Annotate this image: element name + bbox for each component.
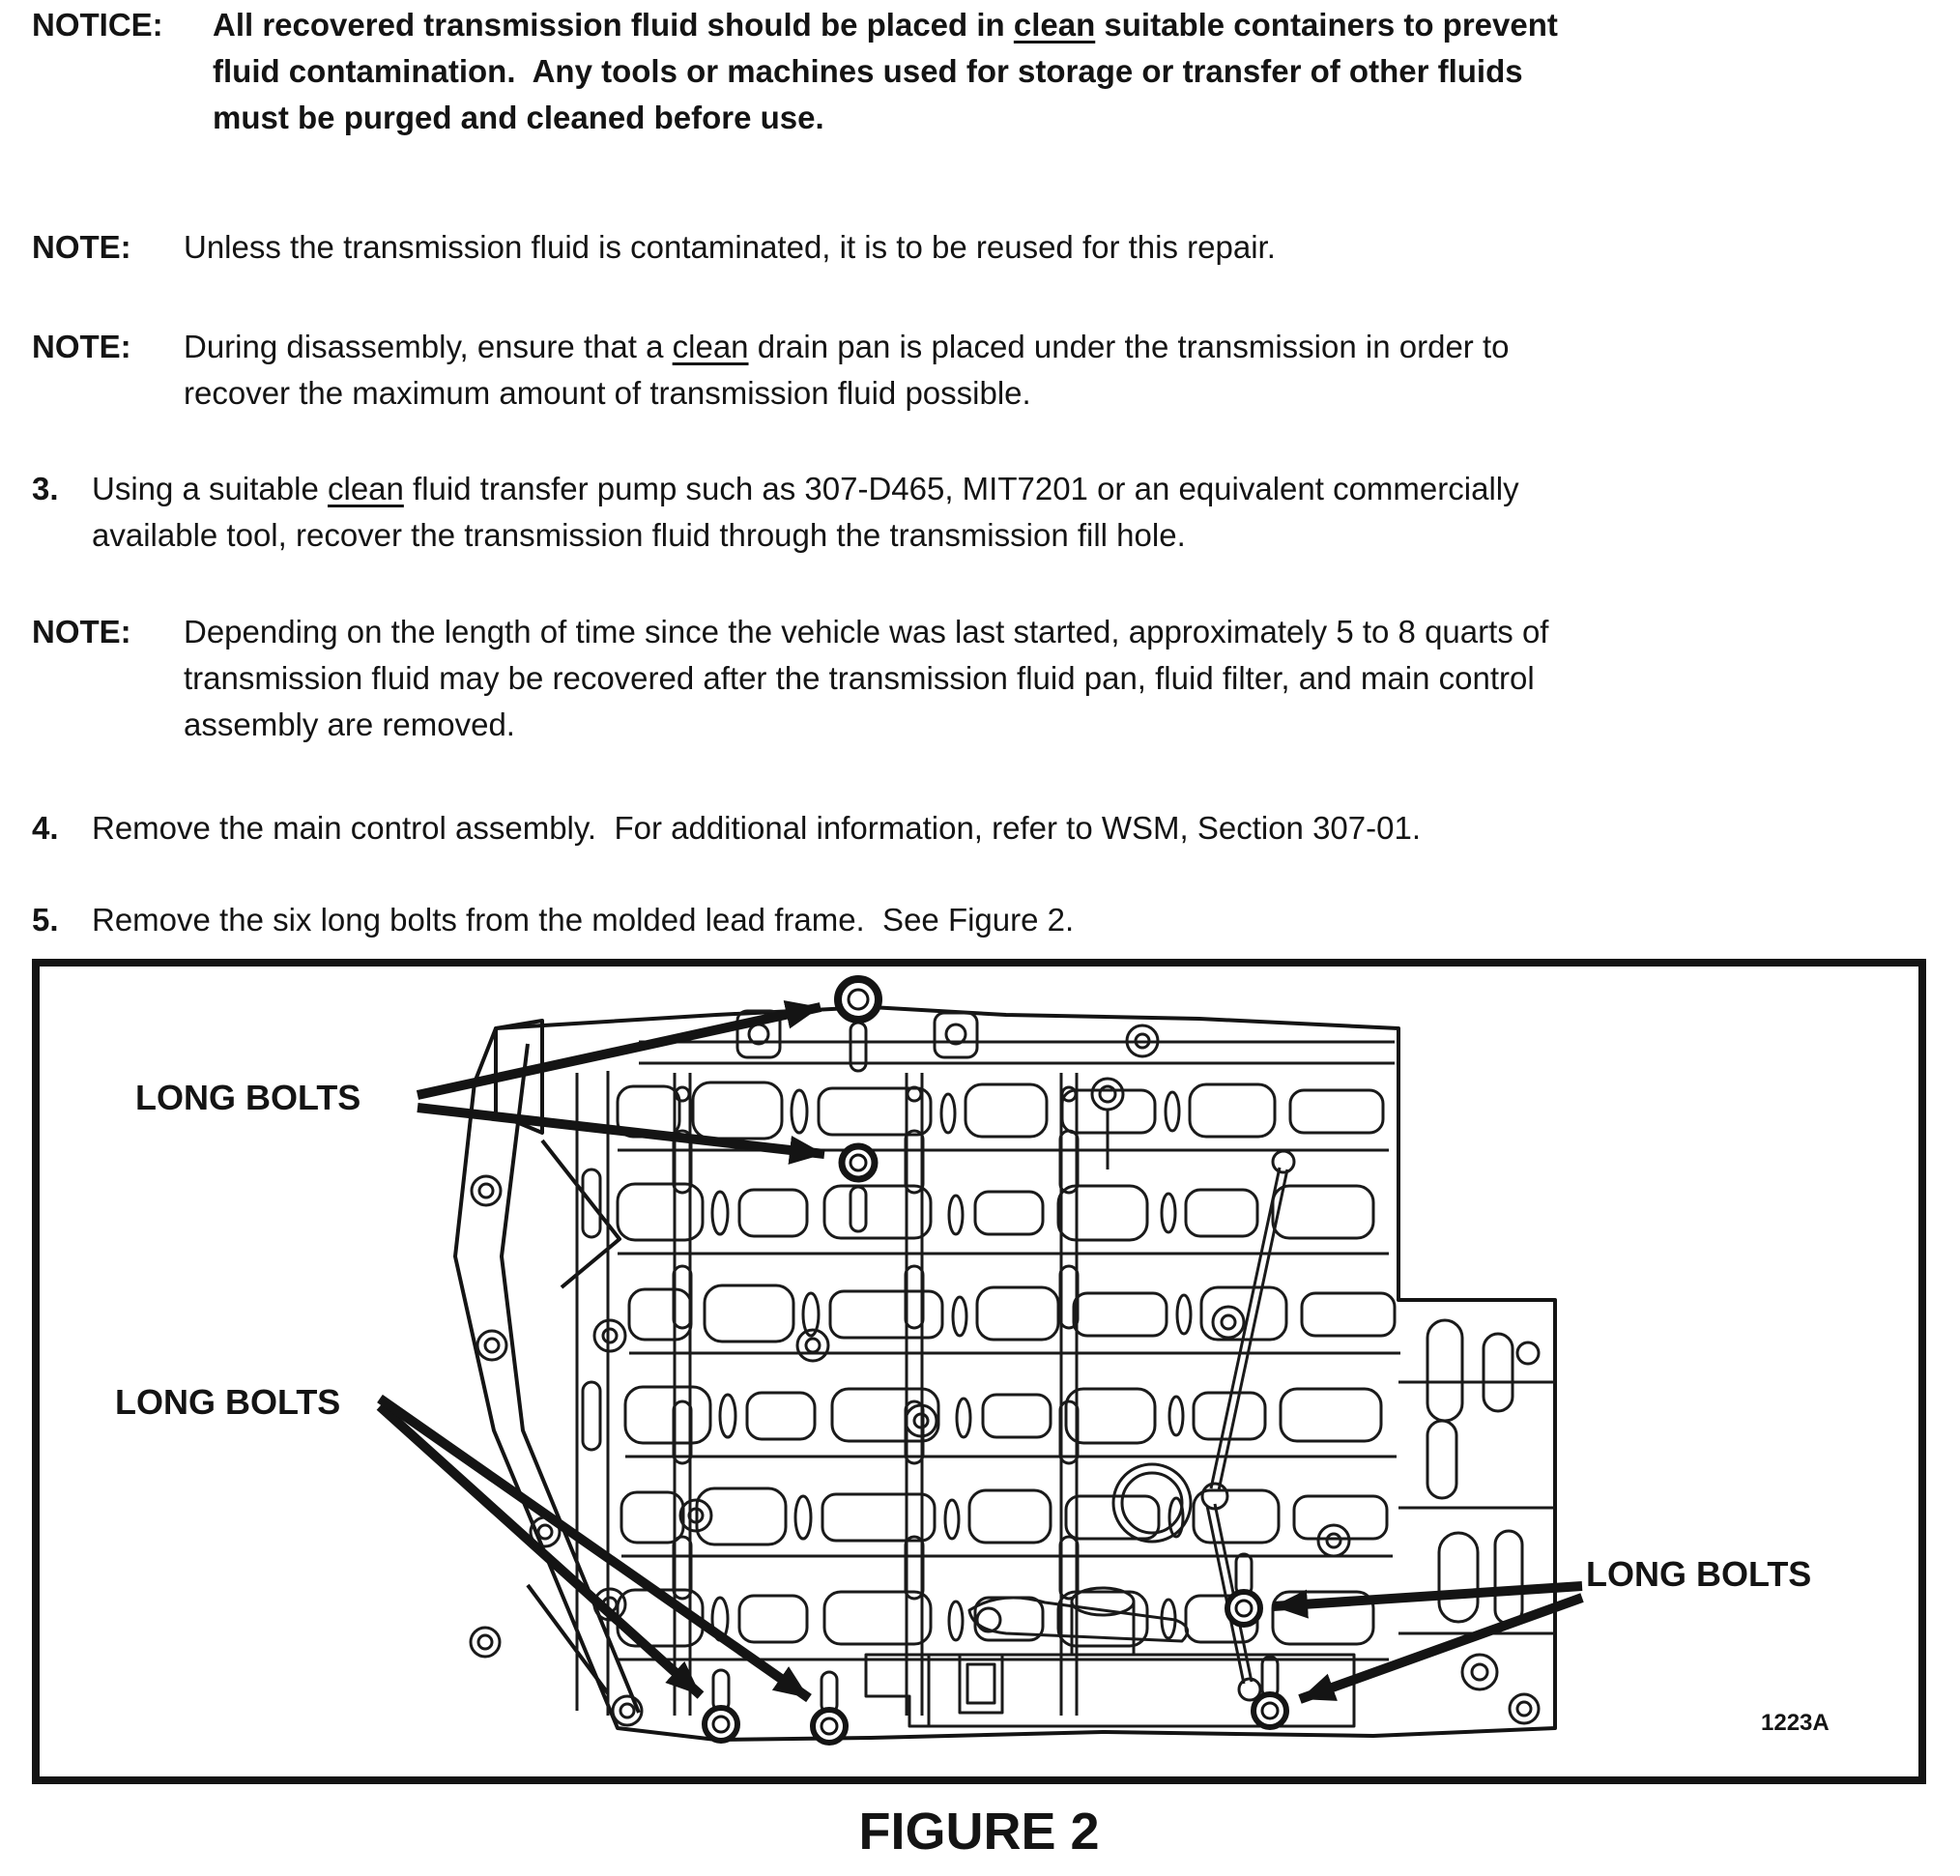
step-number: 4. bbox=[32, 810, 59, 846]
long-bolt-top bbox=[838, 979, 879, 1020]
callout-long-bolts-right: LONG BOLTS bbox=[1586, 1554, 1812, 1594]
valve-rows bbox=[618, 1082, 1400, 1660]
text-segment: fluid transfer pump such as 307-D465, MIT7201 or an equivalent commercially bbox=[403, 471, 1519, 506]
figure-canvas bbox=[40, 967, 1918, 1776]
text-segment: transmission fluid may be recovered after the transmission fluid pan, fluid filter, and main control bbox=[184, 660, 1535, 696]
text-line bbox=[213, 95, 1960, 141]
paragraph-1-notice bbox=[32, 2, 1960, 141]
text-line bbox=[213, 48, 1960, 95]
text-line bbox=[184, 609, 1960, 655]
underlined-term: clean bbox=[1013, 7, 1096, 43]
emphasis-label: NOTE: bbox=[32, 229, 131, 265]
text-line bbox=[92, 466, 1960, 512]
figure-image-code: 1223A bbox=[1761, 1710, 1830, 1736]
long-bolt-right-bottom bbox=[1254, 1694, 1286, 1727]
text-segment: fluid contamination. Any tools or machines used for storage or transfer of other fluids bbox=[213, 53, 1523, 89]
long-bolt-right-middle bbox=[1227, 1592, 1260, 1625]
text-line bbox=[92, 805, 1960, 851]
callout-long-bolts-bottom-left: LONG BOLTS bbox=[115, 1382, 341, 1422]
emphasis-label: NOTE: bbox=[32, 614, 131, 649]
text-segment: Unless the transmission fluid is contaminated, it is to be reused for this repair. bbox=[184, 229, 1276, 265]
figure-caption: FIGURE 2 bbox=[858, 1803, 1100, 1861]
text-segment: Using a suitable bbox=[92, 471, 328, 506]
text-segment: During disassembly, ensure that a bbox=[184, 329, 673, 364]
paragraph-body bbox=[92, 897, 1960, 943]
arrow-to-bottom-left-bolt-2 bbox=[380, 1399, 809, 1698]
text-segment: assembly are removed. bbox=[184, 707, 515, 742]
underlined-term: clean bbox=[672, 329, 749, 364]
paragraph-body bbox=[184, 224, 1960, 271]
text-line bbox=[184, 702, 1960, 748]
text-segment: drain pan is placed under the transmission in order to bbox=[748, 329, 1510, 364]
paragraph-body bbox=[184, 324, 1960, 417]
step-number: 5. bbox=[32, 902, 59, 938]
text-segment: Depending on the length of time since the vehicle was last started, approximately 5 to 8 quarts of bbox=[184, 614, 1549, 649]
right-wing-details bbox=[1398, 1320, 1555, 1723]
flange-bolt-holes bbox=[471, 1176, 642, 1725]
paragraph-body bbox=[184, 609, 1960, 748]
paragraph-6-step bbox=[32, 805, 1960, 851]
callout-long-bolts-top-left: LONG BOLTS bbox=[135, 1078, 361, 1117]
text-line bbox=[92, 512, 1960, 559]
text-segment: Remove the six long bolts from the molded lead frame. See Figure 2. bbox=[92, 902, 1075, 938]
paragraph-2-note bbox=[32, 224, 1960, 271]
paragraph-5-note bbox=[32, 609, 1960, 748]
text-segment: suitable containers to prevent bbox=[1095, 7, 1558, 43]
figure-frame bbox=[32, 959, 1926, 1784]
arrow-to-right-middle-bolt bbox=[1273, 1586, 1582, 1606]
figure-2 bbox=[32, 959, 1926, 1862]
paragraph-4-step bbox=[32, 466, 1960, 559]
emphasis-label: NOTE: bbox=[32, 329, 131, 364]
paragraph-7-step bbox=[32, 897, 1960, 943]
text-segment: Remove the main control assembly. For additional information, refer to WSM, Section 307-01. bbox=[92, 810, 1421, 846]
text-segment: available tool, recover the transmission fluid through the transmission fill hole. bbox=[92, 517, 1186, 553]
arrow-to-bottom-left-bolt-1 bbox=[380, 1406, 701, 1695]
text-segment: recover the maximum amount of transmission fluid possible. bbox=[184, 375, 1031, 411]
text-line bbox=[213, 2, 1960, 48]
text-segment: must be purged and cleaned before use. bbox=[213, 100, 824, 135]
paragraph-body bbox=[92, 466, 1960, 559]
bore-circle bbox=[1113, 1464, 1191, 1542]
text-line bbox=[184, 324, 1960, 370]
step-number: 3. bbox=[32, 471, 59, 506]
text-line bbox=[184, 224, 1960, 271]
underlined-term: clean bbox=[327, 471, 404, 506]
text-segment: All recovered transmission fluid should be placed in bbox=[213, 7, 1014, 43]
paragraph-3-note bbox=[32, 324, 1960, 417]
housing-outline bbox=[455, 1007, 1555, 1740]
ring-holes bbox=[594, 1025, 1349, 1620]
long-bolt-upper-middle bbox=[842, 1146, 875, 1179]
paragraph-body bbox=[92, 805, 1960, 851]
text-line bbox=[184, 370, 1960, 417]
paragraph-body bbox=[213, 2, 1960, 141]
text-line bbox=[184, 655, 1960, 702]
long-bolt-bottom-left-2 bbox=[813, 1710, 846, 1743]
emphasis-label: NOTICE: bbox=[32, 7, 163, 43]
arrow-to-upper-middle-bolt bbox=[418, 1108, 824, 1154]
text-line bbox=[92, 897, 1960, 943]
long-bolt-bottom-left-1 bbox=[705, 1708, 737, 1741]
